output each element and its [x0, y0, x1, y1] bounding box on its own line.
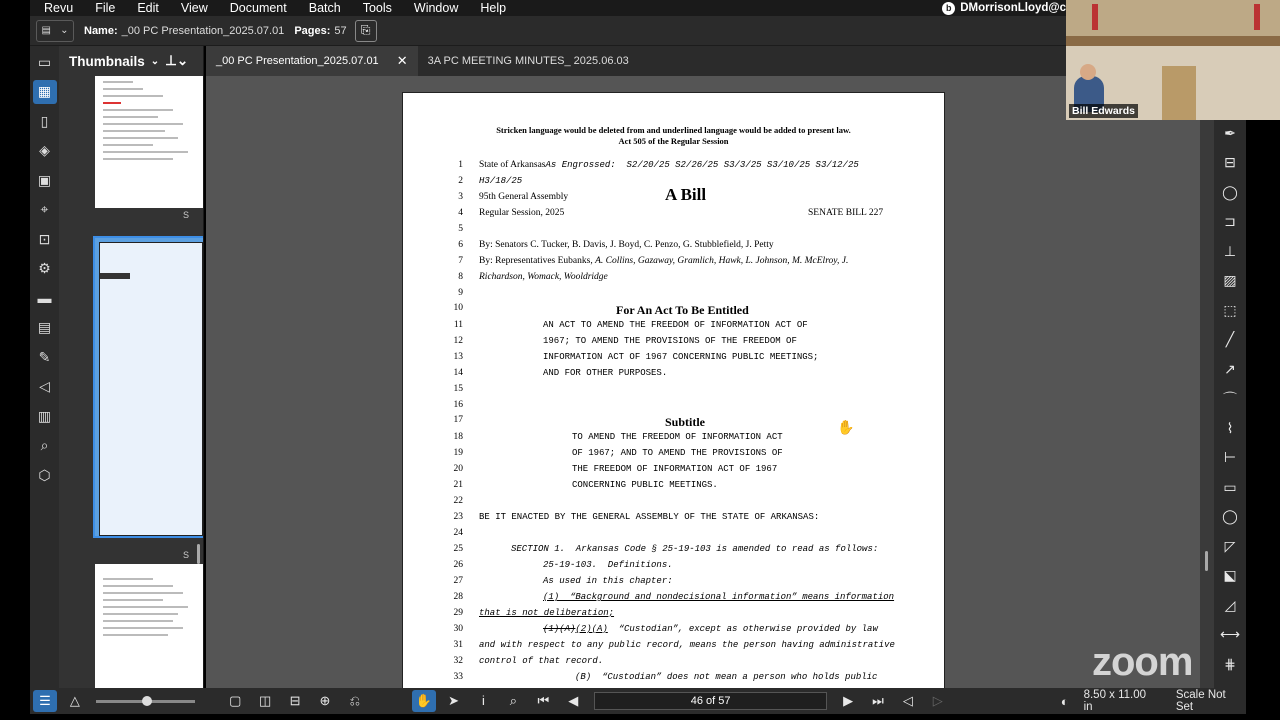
measurements-ruler-icon[interactable]: ▬ — [37, 290, 52, 306]
doc-line: 15 — [453, 384, 463, 394]
location-pin-icon[interactable]: ⌖ — [40, 201, 49, 217]
zoom-video-tile — [1066, 0, 1280, 120]
thumbnail-page-46-selected[interactable] — [93, 236, 204, 538]
pan-hand-icon[interactable]: ✋ — [412, 690, 436, 712]
doc-line: 3 95th General Assembly — [458, 192, 569, 202]
name-label: Name: — [84, 24, 118, 37]
tab-label: _00 PC Presentation_2025.07.01 — [216, 55, 379, 67]
previous-view-icon[interactable]: ◁ — [902, 693, 913, 708]
page-header — [403, 125, 944, 147]
polygon-icon[interactable]: ◸ — [1224, 537, 1236, 554]
doc-line: 18 TO AMEND THE FREEDOM OF INFORMATION ACT — [453, 432, 783, 442]
contrast-icon[interactable]: ◐ — [1060, 693, 1069, 709]
doc-line: 33 (B) “Custodian” does not mean a person who holds public — [453, 672, 878, 682]
doc-line: 31 and with respect to any public record, means the person having administrative — [453, 640, 895, 650]
bookmarks-icon[interactable]: ▯ — [40, 112, 49, 129]
text-box-icon[interactable]: ⊟ — [1224, 154, 1236, 170]
snapshot-icon[interactable]: ⬚ — [1223, 301, 1237, 318]
stricken-text: (1)(A) — [543, 624, 576, 634]
links-icon[interactable]: ⊡ — [38, 230, 51, 247]
triangle-icon[interactable]: △ — [69, 693, 80, 708]
doc-line: 29 that is not deliberation; — [453, 608, 615, 618]
rectangle-icon[interactable]: ▭ — [1223, 478, 1237, 495]
count-icon[interactable]: ⋕ — [1224, 655, 1236, 672]
toolchest-icon[interactable]: ▣ — [37, 171, 52, 188]
layers-icon[interactable]: ◈ — [39, 142, 50, 158]
doc-line: 24 — [453, 528, 463, 538]
thumbnail-page-marker: S — [182, 210, 189, 220]
document-scrollbar[interactable] — [1200, 76, 1214, 688]
left-panel-tabs — [30, 46, 59, 688]
doc-line: 8 Richardson, Womack, Wooldridge — [458, 272, 608, 282]
menu-bar — [30, 0, 1066, 16]
underlined-text: (2)(A) — [575, 624, 608, 634]
doc-line: 16 — [453, 400, 463, 410]
thumbnails-icon[interactable]: ▦ — [33, 80, 57, 104]
doc-line: 10 For An Act To Be Entitled — [453, 303, 749, 317]
doc-line: 7 By: Representatives Eubanks, A. Collins, Gazaway, Gramlich, Hawk, L. Johnson, M. McElroy, J. — [458, 256, 849, 266]
file-access-icon[interactable]: ▭ — [37, 53, 52, 70]
list-icon[interactable]: ☰ — [33, 690, 57, 712]
first-page-icon[interactable]: ⏮ — [537, 693, 550, 708]
scale-status[interactable]: Scale Not Set — [1175, 689, 1226, 713]
perimeter-icon[interactable]: ◿ — [1224, 596, 1236, 613]
arrow-icon[interactable]: ↗ — [1224, 360, 1236, 377]
doc-line: 6 By: Senators C. Tucker, B. Davis, J. Boyd, C. Penzo, G. Stubblefield, J. Petty — [458, 240, 774, 250]
tab-meeting-minutes[interactable] — [418, 46, 639, 76]
menu-tools[interactable]: Tools — [362, 1, 392, 15]
doc-line: 13 INFORMATION ACT OF 1967 CONCERNING PUBLIC MEETINGS; — [453, 352, 819, 362]
line-icon[interactable]: ╱ — [1225, 331, 1235, 347]
menu-batch[interactable]: Batch — [308, 1, 341, 15]
tab-label: 3A PC MEETING MINUTES_ 2025.06.03 — [427, 55, 629, 67]
pdf-page — [402, 92, 945, 688]
bottom-black-strip — [0, 714, 1280, 720]
header-line-2: Act 505 of the Regular Session — [618, 136, 729, 146]
split-horizontal-icon[interactable]: ⊟ — [289, 693, 301, 708]
markup-tools-column — [1214, 120, 1246, 688]
sync-icon[interactable]: ⊕ — [319, 693, 331, 708]
menu-document[interactable]: Document — [229, 1, 287, 15]
user-account[interactable] — [942, 0, 1066, 16]
doc-line: 2 H3/18/25 — [458, 176, 523, 186]
length-measure-icon[interactable]: ⟷ — [1219, 626, 1241, 642]
doc-line: 25 SECTION 1. Arkansas Code § 25-19-103 is amended to read as follows: — [453, 544, 879, 554]
document-edit-icon: ⎘ — [360, 23, 371, 37]
thumbnails-scrollbar[interactable] — [197, 544, 200, 564]
cloud-icon[interactable]: ◯ — [1222, 183, 1238, 200]
last-page-icon[interactable]: ⏭ — [872, 693, 884, 708]
menu-window[interactable]: Window — [413, 1, 459, 15]
markups-list-icon[interactable]: ▤ — [37, 319, 52, 335]
compare-icon[interactable]: ⎌ — [349, 693, 361, 708]
doc-line: 11 AN ACT TO AMEND THE FREEDOM OF INFORMATION ACT OF — [453, 320, 808, 330]
callout-icon[interactable]: ⊐ — [1224, 213, 1236, 229]
highlight-pen-icon[interactable]: ✒ — [1224, 124, 1236, 141]
doc-line: 30 (1)(A)(2)(A) “Custodian”, except as otherwise provided by law — [453, 624, 878, 634]
thumbnail-zoom-slider[interactable] — [96, 700, 196, 703]
document-properties-button[interactable] — [355, 20, 377, 42]
thumbnail-page-45[interactable] — [95, 76, 203, 208]
document-viewer[interactable] — [206, 76, 1200, 688]
doc-line: 19 OF 1967; AND TO AMEND THE PROVISIONS OF — [453, 448, 783, 458]
bill-title: A Bill — [665, 185, 707, 204]
doc-line: 21 CONCERNING PUBLIC MEETINGS. — [453, 480, 718, 490]
thumbnail-page-marker: S — [182, 550, 189, 560]
user-name: DMorrisonLloyd@c — [960, 2, 1066, 14]
previous-page-icon[interactable]: ◀ — [568, 693, 579, 708]
page-number-field[interactable]: 46 of 57 — [594, 692, 827, 710]
area-measure-icon[interactable]: ⬕ — [1223, 567, 1237, 583]
close-icon[interactable]: ✕ — [396, 53, 408, 68]
doc-line: 9 — [458, 288, 463, 298]
header-line-1: Stricken language would be deleted from and underlined language would be added to present law. — [496, 125, 851, 135]
doc-line: 4 Regular Session, 2025 — [458, 208, 565, 218]
properties-gear-icon[interactable]: ⚙ — [38, 260, 51, 276]
chevron-down-icon: ⌄ — [60, 25, 69, 36]
right-black-strip — [1246, 120, 1280, 720]
doc-line: 5 — [458, 224, 463, 234]
document-menu-button[interactable] — [36, 20, 74, 42]
menu-view[interactable]: View — [180, 1, 208, 15]
doc-line: 17 Subtitle — [453, 415, 706, 429]
thumbnails-title: Thumbnails — [69, 53, 145, 69]
document-toolbar — [30, 16, 1066, 46]
menu-edit[interactable]: Edit — [137, 1, 159, 15]
pan-hand-cursor-icon: ✋ — [837, 419, 855, 435]
menu-file[interactable]: File — [95, 1, 116, 15]
tags-icon[interactable]: ◁ — [39, 378, 50, 394]
thumbnails-header[interactable] — [59, 46, 203, 76]
thumbnail-size-icon[interactable]: ⊥⌄ — [165, 53, 189, 68]
menu-help[interactable]: Help — [480, 1, 507, 15]
name-value: _00 PC Presentation_2025.07.01 — [121, 24, 285, 37]
dimension-icon[interactable]: ⊢ — [1223, 449, 1237, 465]
menu-revu[interactable]: Revu — [44, 1, 74, 15]
sets-icon[interactable]: ▥ — [37, 407, 52, 424]
select-arrow-icon[interactable]: ➤ — [448, 693, 460, 708]
representatives-italic: A. Collins, Gazaway, Gramlich, Hawk, L. Johnson, M. McElroy, J. — [595, 256, 849, 266]
pages-label: Pages: — [294, 24, 331, 37]
doc-line: 22 — [453, 496, 463, 506]
senate-bill-number: SENATE BILL 227 — [808, 208, 884, 218]
thumbnail-page-47[interactable] — [95, 564, 203, 688]
search-icon[interactable]: ⌕ — [40, 437, 49, 453]
doc-line: 27 As used in this chapter: — [453, 576, 673, 586]
tab-pc-presentation[interactable] — [206, 46, 418, 76]
chevron-down-icon: ⌄ — [150, 55, 160, 67]
left-black-strip — [0, 0, 30, 720]
doc-line: 23 BE IT ENACTED BY THE GENERAL ASSEMBLY OF THE STATE OF ARKANSAS: — [453, 512, 820, 522]
page-size: 8.50 x 11.00 in — [1083, 689, 1147, 713]
doc-line: 28 (1) “Background and nondecisional information” means information — [453, 592, 895, 602]
participant-name: Bill Edwards — [1069, 104, 1138, 118]
doc-line: 12 1967; TO AMEND THE PROVISIONS OF THE FREEDOM OF — [453, 336, 797, 346]
status-bar — [30, 688, 1246, 714]
select-text-icon[interactable]: Ꭵ — [482, 693, 485, 708]
arc-icon[interactable]: ⌒ — [1223, 390, 1237, 407]
zoom-watermark: zoom — [1092, 640, 1193, 684]
polyline-icon[interactable]: ⌇ — [1226, 419, 1234, 436]
single-page-icon[interactable]: ▢ — [229, 693, 242, 708]
thumbnails-panel — [59, 46, 204, 688]
stamp-icon[interactable]: ⊥ — [1223, 242, 1237, 259]
zoom-icon[interactable]: ⌕ — [509, 693, 518, 708]
doc-line: 26 25-19-103. Definitions. — [453, 560, 673, 570]
doc-line: 32 control of that record. — [453, 656, 604, 666]
next-page-icon[interactable]: ▶ — [843, 693, 854, 708]
doc-line: 14 AND FOR OTHER PURPOSES. — [453, 368, 668, 378]
engrossed-dates: As Engrossed: S2/20/25 S2/26/25 S3/3/25 S3/10/25 S3/12/25 — [545, 160, 859, 170]
pages-value: 57 — [334, 24, 347, 37]
document-tabs — [206, 46, 1066, 76]
next-view-icon[interactable]: ▷ — [932, 693, 943, 708]
studio-icon[interactable]: ⬡ — [38, 466, 51, 483]
doc-line: 1 State of ArkansasAs Engrossed: S2/20/25 S2/26/25 S3/3/25 S3/10/25 S3/12/25 — [458, 160, 859, 170]
ellipse-icon[interactable]: ◯ — [1222, 508, 1238, 524]
image-icon[interactable]: ▨ — [1223, 272, 1237, 288]
document-icon: ▤ — [41, 25, 51, 36]
doc-line: 20 THE FREEDOM OF INFORMATION ACT OF 1967 — [453, 464, 778, 474]
signatures-icon[interactable]: ✎ — [38, 348, 51, 365]
split-vertical-icon[interactable]: ◫ — [259, 693, 272, 708]
bluebeam-logo-icon: b — [942, 2, 955, 15]
